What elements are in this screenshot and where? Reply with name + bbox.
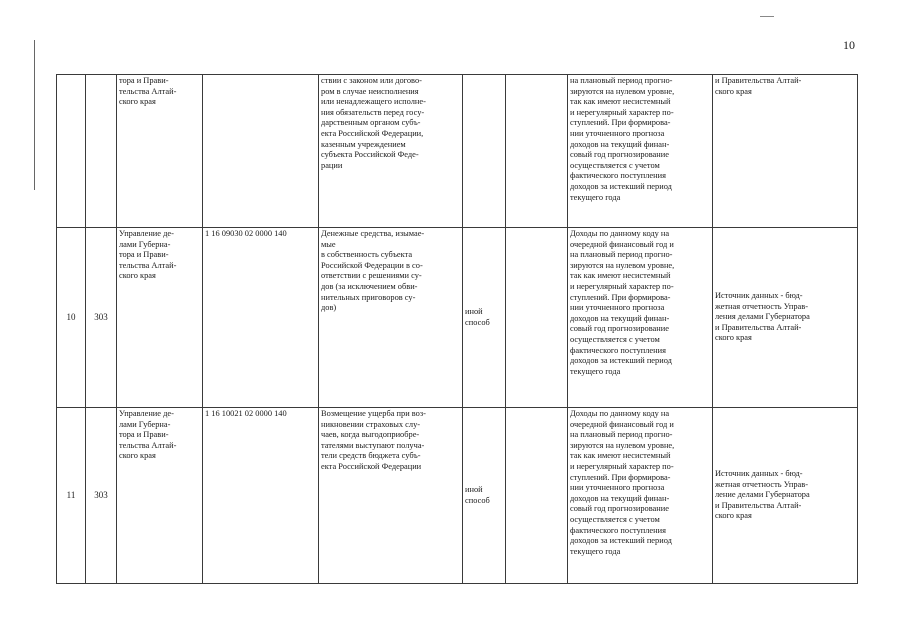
empty-cell: [506, 75, 568, 228]
table-row: [57, 408, 858, 584]
budget-classification-code: [203, 75, 319, 228]
scan-artifact: [760, 16, 774, 17]
table-row: [57, 75, 858, 228]
administrator-name: Управление де- лами Губерна- тора и Прави- тельства Алтай- ского края: [117, 408, 203, 584]
admin-code: [86, 75, 117, 228]
admin-code: 303: [86, 228, 117, 408]
revenue-name: Денежные средства, изымае- мые в собственность субъекта Российской Федерации в со- ответствии с решениями су- дов (за исключением обви- нительных приговоров су- дов): [319, 228, 463, 408]
calculation-method: [463, 75, 506, 228]
administrator-name: тора и Прави- тельства Алтай- ского края: [117, 75, 203, 228]
forecast-reason: на плановый период прогно- зируются на нулевом уровне, так как имеют несистемный и нерегулярный характер по- ступлений. При формирова- нии уточненного прогноза доходов на текущий финан- совый год прогнозирование осуществляется с учетом фактического поступления доходов за истекший период текущего года: [568, 75, 713, 228]
row-number: 10: [57, 228, 86, 408]
revenue-name: ствии с законом или догово- ром в случае неисполнения или ненадлежащего исполне- ния обязательств перед госу- дарственным органом субъ- екта Российской Федерации, казенным учреждением субъекта Российской Феде- рации: [319, 75, 463, 228]
budget-classification-code: 1 16 09030 02 0000 140: [203, 228, 319, 408]
data-source: Источник данных - бюд- жетная отчетность Управ- ления делами Губернатора и Правительства Алтай- ского края: [713, 228, 858, 408]
margin-line: [34, 40, 35, 190]
empty-cell: [506, 408, 568, 584]
calculation-method: иной способ: [463, 228, 506, 408]
data-source: Источник данных - бюд- жетная отчетность Управ- ление делами Губернатора и Правительства Алтай- ского края: [713, 408, 858, 584]
page-number: 10: [843, 38, 855, 52]
empty-cell: [506, 228, 568, 408]
administrator-name: Управление де- лами Губерна- тора и Прави- тельства Алтай- ского края: [117, 228, 203, 408]
admin-code: 303: [86, 408, 117, 584]
row-number: 11: [57, 408, 86, 584]
calculation-method: иной способ: [463, 408, 506, 584]
forecast-reason: Доходы по данному коду на очередной финансовый год и на плановый период прогно- зируются на нулевом уровне, так как имеют несистемный и нерегулярный характер по- ступлений. При формирова- нии уточненного прогноза доходов на текущий финан- совый год прогнозирование осуществляется с учетом фактического поступления доходов за истекший период текущего года: [568, 408, 713, 584]
row-number: [57, 75, 86, 228]
table-row: [57, 228, 858, 408]
budget-classification-code: 1 16 10021 02 0000 140: [203, 408, 319, 584]
data-source: и Правительства Алтай- ского края: [713, 75, 858, 228]
revenue-name: Возмещение ущерба при воз- никновении страховых слу- чаев, когда выгодоприобре- тателями выступают получа- тели средств бюджета субъ- екта Российской Федерации: [319, 408, 463, 584]
forecast-reason: Доходы по данному коду на очередной финансовый год и на плановый период прогно- зируются на нулевом уровне, так как имеют несистемный и нерегулярный характер по- ступлений. При формирова- нии уточненного прогноза доходов на текущий финан- совый год прогнозирование осуществляется с учетом фактического поступления доходов за истекший период текущего года: [568, 228, 713, 408]
revenue-forecast-table: [56, 74, 858, 584]
